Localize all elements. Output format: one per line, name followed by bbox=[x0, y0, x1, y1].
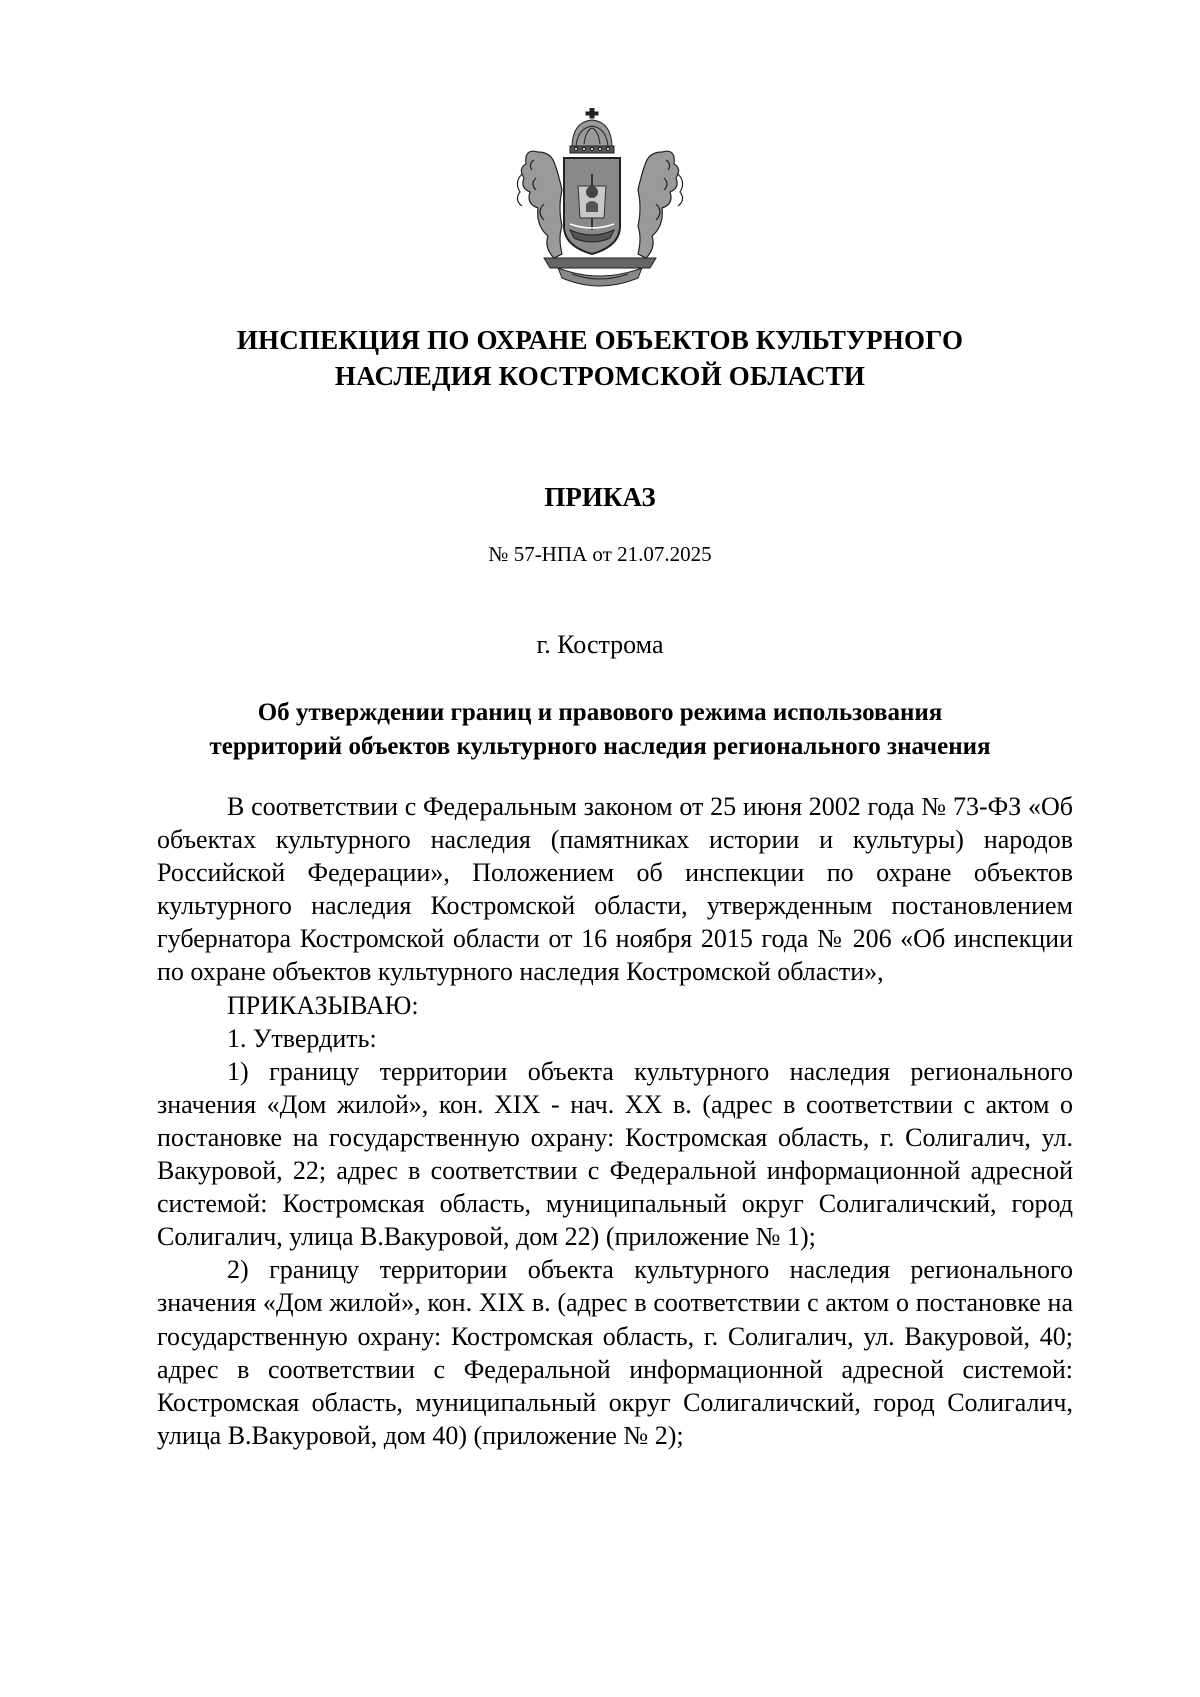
document-subject bbox=[150, 696, 1050, 764]
document-subject-line2: территорий объектов культурного наследия регионального значения bbox=[209, 733, 991, 760]
organization-name-line1: ИНСПЕКЦИЯ ПО ОХРАНЕ ОБЪЕКТОВ КУЛЬТУРНОГО bbox=[236, 325, 964, 355]
coat-of-arms-icon bbox=[514, 108, 686, 294]
document-number: № 57-НПА от 21.07.2025 bbox=[488, 542, 712, 566]
organization-name-line2: НАСЛЕДИЯ КОСТРОМСКОЙ ОБЛАСТИ bbox=[334, 361, 866, 391]
preamble-paragraph: В соответствии с Федеральным законом от 25 июня 2002 года № 73-ФЗ «Об объектах культурного наследия (памятниках истории и культуры) народов Российской Федерации», Положением об инспекции по охране объектов культурного наследия Костромской области, утвержденным постановлением губернатора Костромской области от 16 ноября 2015 года № 206 «Об инспекции по охране объектов культурного наследия Костромской области», bbox=[157, 792, 1073, 987]
subitem-1: 1) границу территории объекта культурного наследия регионального значения «Дом жилой», кон. XIX - нач. XX в. (адрес в соответствии с актом о постановке на государственную охрану: Костромская область, г. Солигалич, ул. Вакуровой, 22; адрес в соответствии с Федеральной информационной адресной системой: Костромская область, муниципальный округ Солигаличский, город Солигалич, улица В.Вакуровой, дом 22) (приложение № 1); bbox=[157, 1056, 1073, 1252]
item-1: 1. Утвердить: bbox=[227, 1023, 377, 1053]
document-body bbox=[157, 790, 1073, 1452]
document-subject-line1: Об утверждении границ и правового режима использования bbox=[257, 699, 943, 726]
document-type: ПРИКАЗ bbox=[544, 482, 656, 512]
subitem-2: 2) границу территории объекта культурного наследия регионального значения «Дом жилой», кон. XIX в. (адрес в соответствии с актом о постановке на государственную охрану: Костромская область, г. Солигалич, ул. Вакуровой, 40; адрес в соответствии с Федеральной информационной адресной системой: Костромская область, муниципальный округ Солигаличский, город Солигалич, улица В.Вакуровой, дом 40) (приложение № 2); bbox=[157, 1255, 1073, 1450]
organization-name bbox=[150, 322, 1050, 394]
order-word: ПРИКАЗЫВАЮ: bbox=[227, 990, 419, 1020]
document-city: г. Кострома bbox=[536, 630, 664, 659]
